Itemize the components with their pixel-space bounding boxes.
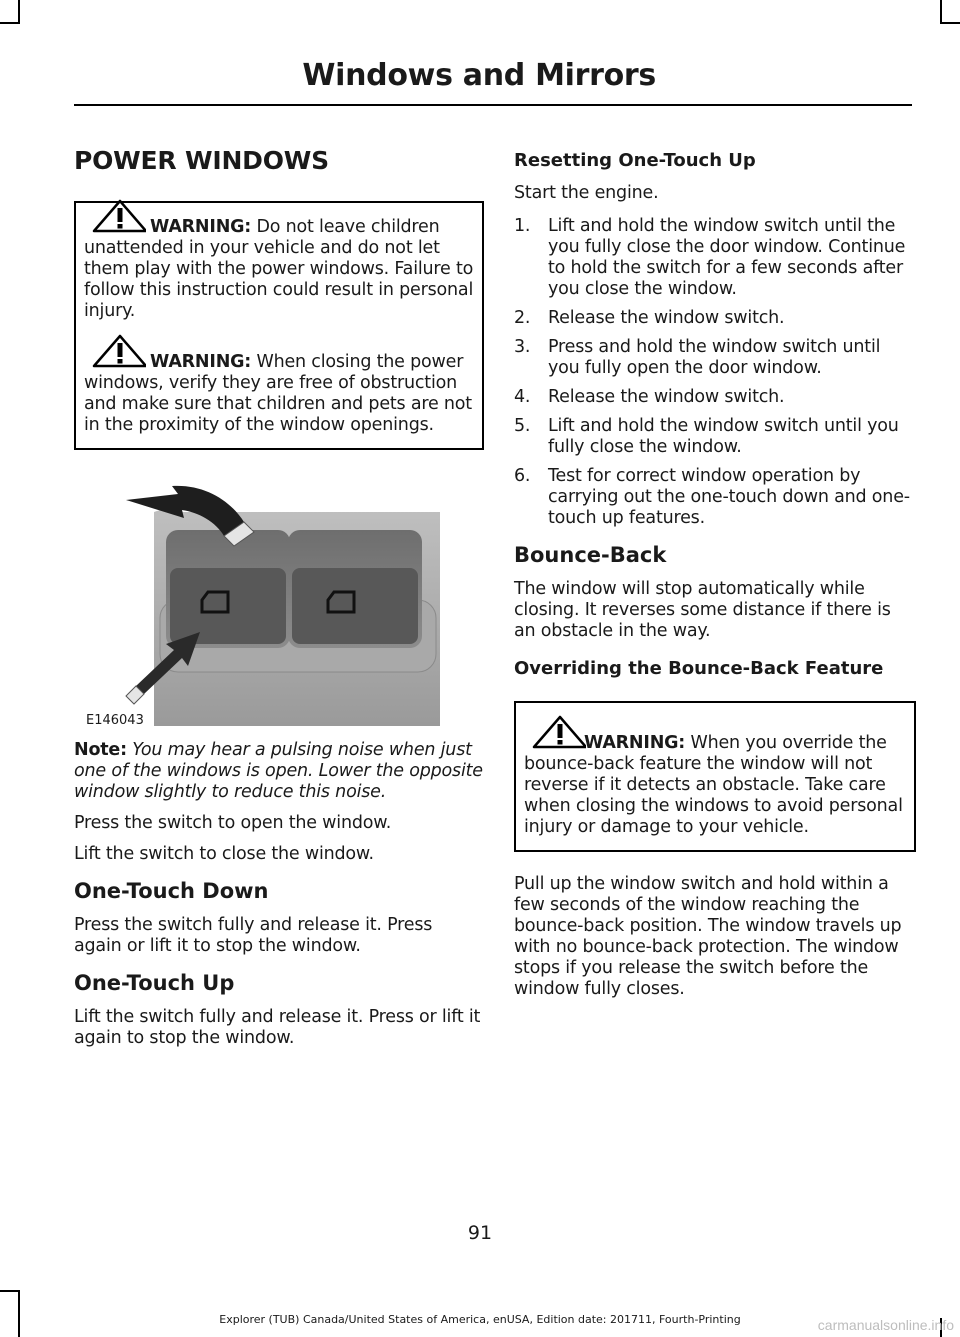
warning-item <box>84 217 474 322</box>
paragraph: Press the switch to open the window. <box>74 813 392 833</box>
warning-triangle-icon <box>530 715 586 749</box>
step-text: Press and hold the window switch until you fully open the door window. <box>548 337 881 378</box>
crop-mark <box>940 0 942 24</box>
step-text: Test for correct window operation by carrying out the one-touch down and one-touch up features. <box>548 466 910 528</box>
steps-list <box>514 216 916 529</box>
warning-box <box>514 701 916 852</box>
warning-label: WARNING: <box>150 217 252 237</box>
list-item <box>514 466 916 529</box>
crop-mark <box>0 22 20 24</box>
watermark: carmanualsonline.info <box>817 1317 954 1333</box>
paragraph: Press the switch fully and release it. Press again or lift it to stop the window. <box>74 915 433 956</box>
window-switch-illustration <box>74 472 484 728</box>
paragraph: Lift the switch to close the window. <box>74 844 374 864</box>
figure-code: E146043 <box>86 713 144 728</box>
step-number: 5. <box>514 416 531 436</box>
paragraph: Start the engine. <box>514 183 659 203</box>
step-text: Release the window switch. <box>548 308 785 328</box>
heading-one-touch-up: One-Touch Up <box>74 971 235 995</box>
warning-label: WARNING: <box>150 352 252 372</box>
window-switch-drawing <box>74 472 484 728</box>
heading-one-touch-down: One-Touch Down <box>74 879 269 903</box>
paragraph: Pull up the window switch and hold within a few seconds of the window reaching the bounce-back position. The window travels up with no bounce-back protection. The window stops if you release the switch before the window fully closes. <box>514 874 902 999</box>
step-number: 3. <box>514 337 531 357</box>
warning-triangle-icon <box>90 199 146 233</box>
warning-triangle-icon <box>90 334 146 368</box>
warning-text: When closing the power windows, verify they are free of obstruction and make sure that children and pets are not in the proximity of the window openings. <box>84 352 472 435</box>
page-number: 91 <box>467 1222 493 1244</box>
list-item <box>514 416 916 458</box>
heading-overriding-bounce-back: Overriding the Bounce-Back Feature <box>514 658 884 679</box>
left-column <box>74 146 484 1059</box>
warning-text: Do not leave children unattended in your vehicle and do not let them play with the power windows. Failure to follow this instruction could result in personal injury. <box>84 217 474 321</box>
paragraph: The window will stop automatically while closing. It reverses some distance if there is an obstacle in the way. <box>514 579 891 641</box>
warning-box <box>74 201 484 450</box>
right-column <box>514 146 916 1010</box>
step-number: 6. <box>514 466 531 486</box>
page-title: Windows and Mirrors <box>302 58 656 93</box>
header-divider <box>74 104 912 106</box>
list-item <box>514 308 916 329</box>
step-text: Lift and hold the window switch until you fully close the window. <box>548 416 899 457</box>
heading-bounce-back: Bounce-Back <box>514 543 667 567</box>
document-info: Explorer (TUB) Canada/United States of America, enUSA, Edition date: 201711, Fourth-Printing <box>219 1313 741 1326</box>
step-text: Release the window switch. <box>548 387 785 407</box>
step-number: 4. <box>514 387 531 407</box>
warning-label: WARNING: <box>584 733 686 753</box>
paragraph: Lift the switch fully and release it. Press or lift it again to stop the window. <box>74 1007 481 1048</box>
note <box>74 740 484 803</box>
warning-item <box>524 733 906 838</box>
note-text: You may hear a pulsing noise when just one of the windows is open. Lower the opposite window slightly to reduce this noise. <box>74 740 483 802</box>
section-title: POWER WINDOWS <box>74 146 329 175</box>
list-item <box>514 387 916 408</box>
warning-item <box>84 352 474 436</box>
crop-mark <box>18 0 20 24</box>
crop-mark <box>940 22 960 24</box>
crop-mark <box>0 1290 20 1292</box>
step-number: 1. <box>514 216 531 236</box>
list-item <box>514 216 916 300</box>
heading-resetting-one-touch-up: Resetting One-Touch Up <box>514 150 756 171</box>
warning-text: When you override the bounce-back feature the window will not reverse if it detects an obstacle. Take care when closing the windows to avoid personal injury or damage to your vehicle. <box>524 733 903 837</box>
list-item <box>514 337 916 379</box>
step-number: 2. <box>514 308 531 328</box>
note-label: Note: <box>74 740 127 760</box>
step-text: Lift and hold the window switch until the you fully close the door window. Continue to hold the switch for a few seconds after you close the window. <box>548 216 906 299</box>
